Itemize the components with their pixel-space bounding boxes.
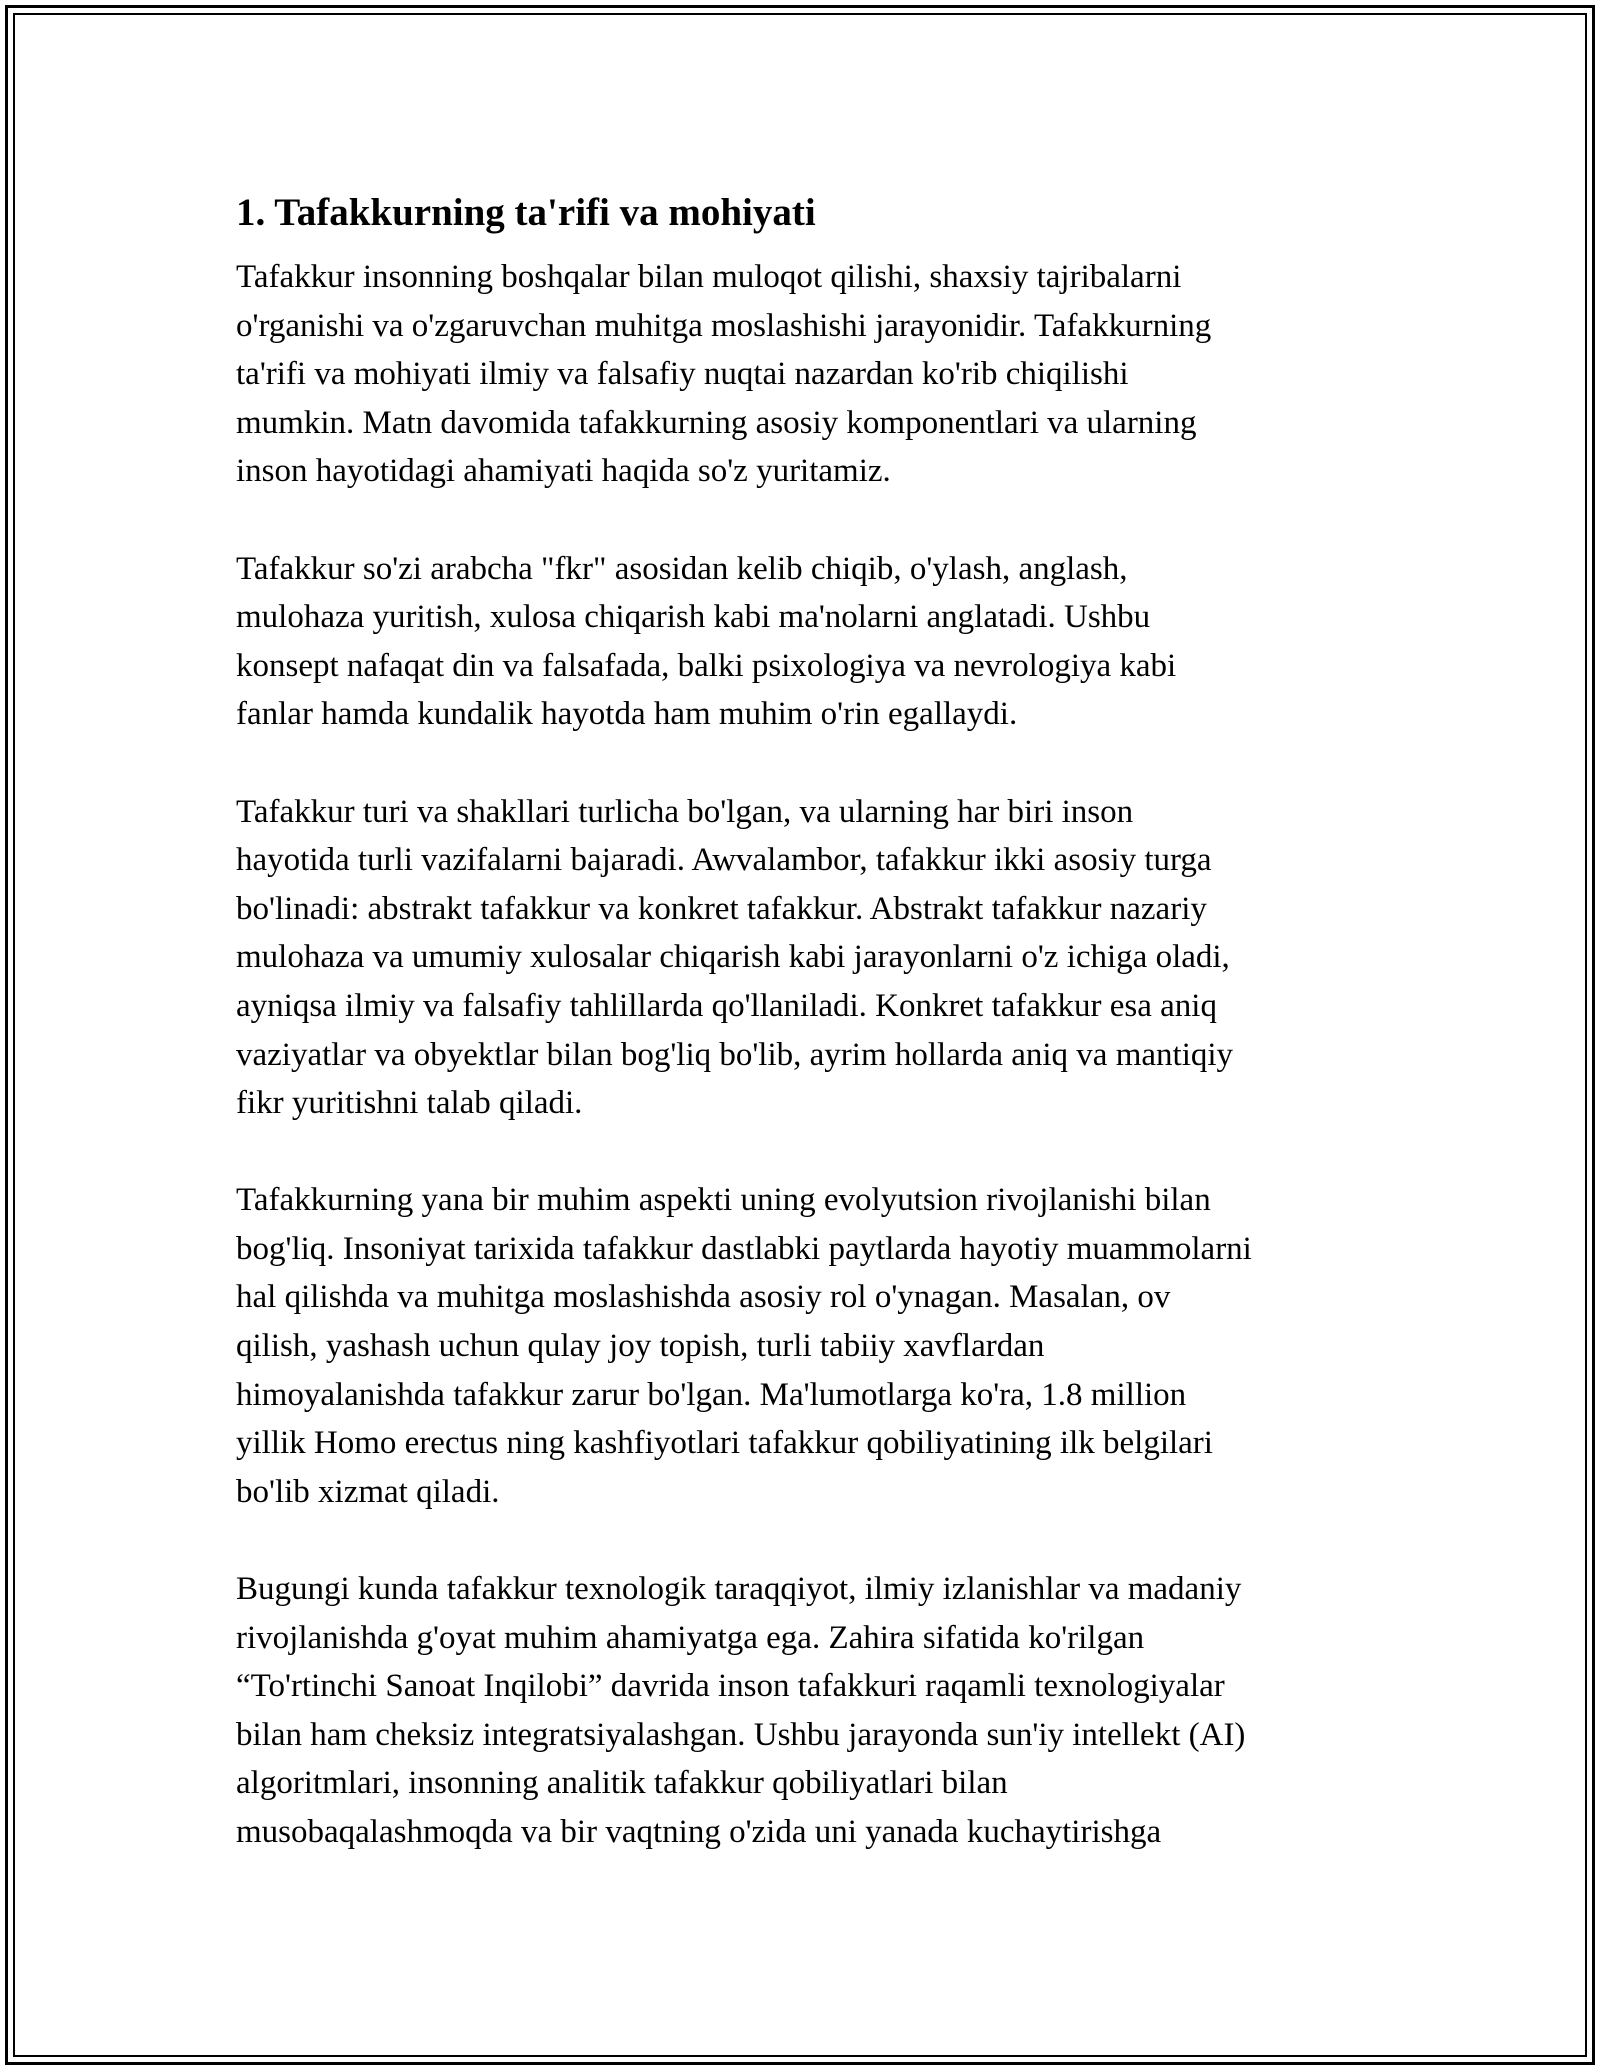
document-body — [236, 185, 1386, 1905]
paragraph-evolution: Tafakkurning yana bir muhim aspekti uning evolyutsion rivojlanishi bilan bog'liq. Insoniyat tarixida tafakkur dastlabki paytlarda hayotiy muammolarni hal qilishda va muhitga moslashishda asosiy rol o'ynagan. Masalan, ov qilish, yashash uchun qulay joy topish, turli tabiiy xavflardan himoyalanishda tafakkur zarur bo'lgan. Ma'lumotlarga ko'ra, 1.8 million yillik Homo erectus ning kashfiyotlari tafakkur qobiliyatining ilk belgilari bo'lib xizmat qiladi. — [236, 1182, 1252, 1510]
paragraph-modern: Bugungi kunda tafakkur texnologik taraqqiyot, ilmiy izlanishlar va madaniy rivojlanishda g'oyat muhim ahamiyatga ega. Zahira sifatida ko'rilgan “To'rtinchi Sanoat Inqilobi” davrida inson tafakkuri raqamli texnologiyalar bilan ham cheksiz integratsiyalashgan. Ushbu jarayonda sun'iy intellekt (AI) algoritmlari, insonning analitik tafakkur qobiliyatlari bilan musobaqalashmoqda va bir vaqtning o'zida uni yanada kuchaytirishga — [236, 1571, 1246, 1850]
paragraph-types: Tafakkur turi va shakllari turlicha bo'lgan, va ularning har biri inson hayotida turli vazifalarni bajaradi. Awvalambor, tafakkur ikki asosiy turga bo'linadi: abstrakt tafakkur va konkret tafakkur. Abstrakt tafakkur nazariy mulohaza va umumiy xulosalar chiqarish kabi jarayonlarni o'z ichiga oladi, ayniqsa ilmiy va falsafiy tahlillarda qo'llaniladi. Konkret tafakkur esa aniq vaziyatlar va obyektlar bilan bog'liq bo'lib, ayrim hollarda aniq va mantiqiy fikr yuritishni talab qiladi. — [236, 793, 1234, 1122]
section-heading: 1. Tafakkurning ta'rifi va mohiyati — [236, 191, 816, 234]
paragraph-etymology: Tafakkur so'zi arabcha "fkr" asosidan kelib chiqib, o'ylash, anglash, mulohaza yuritish, xulosa chiqarish kabi ma'nolarni anglatadi. Ushbu konsept nafaqat din va falsafada, balki psixologiya va nevrologiya kabi fanlar hamda kundalik hayotda ham muhim o'rin egallaydi. — [236, 550, 1177, 733]
paragraph-definition: Tafakkur insonning boshqalar bilan muloqot qilishi, shaxsiy tajribalarni o'rganishi va o'zgaruvchan muhitga moslashishi jarayonidir. Tafakkurning ta'rifi va mohiyati ilmiy va falsafiy nuqtai nazardan ko'rib chiqilishi mumkin. Matn davomida tafakkurning asosiy komponentlari va ularning inson hayotidagi ahamiyati haqida so'z yuritamiz. — [236, 259, 1212, 490]
